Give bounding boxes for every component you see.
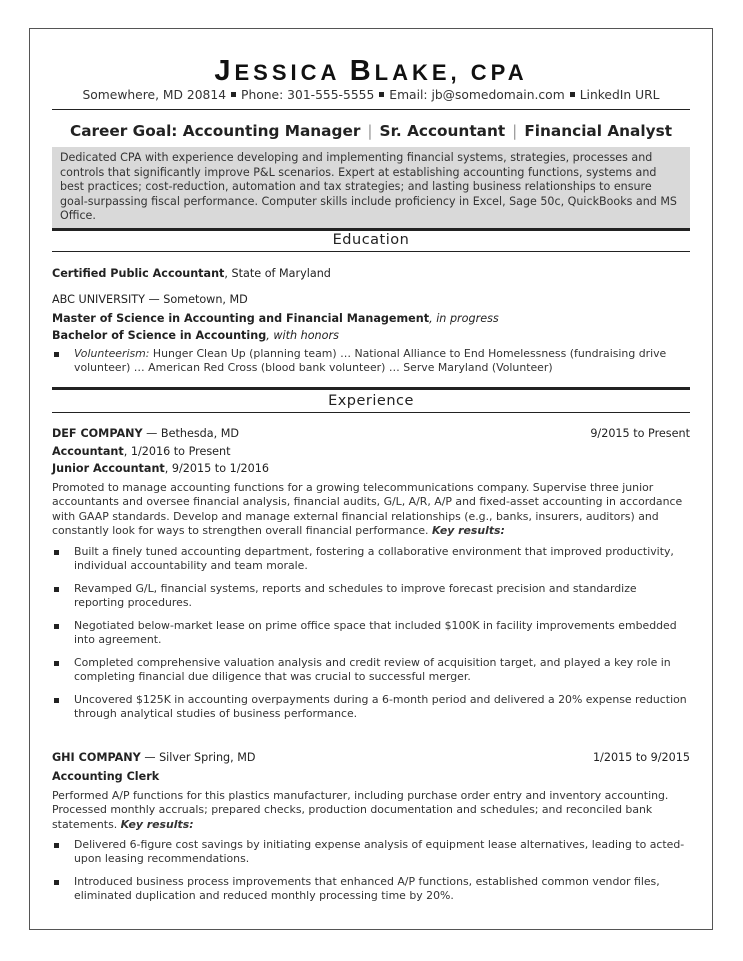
header-divider xyxy=(52,109,690,110)
job-role: Accountant, 1/2016 to Present xyxy=(52,445,231,458)
section-title-experience: Experience xyxy=(328,393,414,409)
bullet-square-icon xyxy=(231,92,236,97)
result-bullet: Revamped G/L, financial systems, reports and schedules to improve forecast precision and standardize reporting procedures. xyxy=(52,582,690,610)
job-description: Promoted to manage accounting functions for a growing telecommunications company. Supervise three junior accountants and oversee financial analysis, financial audits, G/L, A/R, A/P and fixed-asset accounting in accordance with GAAP standards. Develop and manage external financial relationships (e.g., banks, insurers, auditors) and constantly look for ways to strengthen overall financial performance. Key results: xyxy=(52,481,683,538)
contact-line xyxy=(52,88,690,102)
result-bullet: Built a finely tuned accounting department, fostering a collaborative environment that improved productivity, individual accountability and team morale. xyxy=(52,545,690,573)
job-role: Junior Accountant, 9/2015 to 1/2016 xyxy=(52,462,269,475)
bullet-square-icon xyxy=(54,624,59,629)
resume-page xyxy=(29,28,713,930)
section-rule-bottom xyxy=(52,412,690,413)
job-dates: 9/2015 to Present xyxy=(590,427,690,440)
section-rule-top xyxy=(52,387,690,390)
contact-phone: Phone: 301-555-5555 xyxy=(241,88,375,102)
bullet-square-icon xyxy=(54,843,59,848)
contact-address: Somewhere, MD 20814 xyxy=(82,88,227,102)
result-bullet: Uncovered $125K in accounting overpayments during a 6-month period and delivered a 20% expense reduction through analytical studies of business performance. xyxy=(52,693,690,721)
bullet-square-icon xyxy=(54,352,59,357)
result-bullet: Completed comprehensive valuation analysis and credit review of acquisition target, and played a key role in completing financial due diligence that was crucial to successful merger. xyxy=(52,656,690,684)
result-bullet: Negotiated below-market lease on prime office space that included $100K in facility improvements embedded into agreement. xyxy=(52,619,690,647)
job-role: Accounting Clerk xyxy=(52,770,160,783)
bullet-square-icon xyxy=(54,661,59,666)
certification: Certified Public Accountant, State of Maryland xyxy=(52,267,331,280)
contact-email: Email: jb@somedomain.com xyxy=(389,88,565,102)
volunteer-item: Volunteerism: Hunger Clean Up (planning team) … National Alliance to End Homelessness (fundraising drive volunteer) … American Red Cross (blood bank volunteer) … Serve Maryland (Volunteer) xyxy=(52,347,690,375)
bullet-square-icon xyxy=(54,698,59,703)
school: ABC UNIVERSITY — Sometown, MD xyxy=(52,293,248,306)
job-description: Performed A/P functions for this plastics manufacturer, including purchase order entry and inventory accounting. Processed monthly accruals; prepared checks, production documentation and schedules; and reconciled bank statements. Key results: xyxy=(52,789,669,831)
bullet-square-icon xyxy=(379,92,384,97)
job-company: DEF COMPANY — Bethesda, MD xyxy=(52,427,240,440)
bullet-square-icon xyxy=(54,587,59,592)
summary-box: Dedicated CPA with experience developing and implementing financial systems, strategies, processes and controls that significantly improve P&L scenarios. Expert at establishing accounting functions, systems and best practices; cost-reduction, automation and tax strategies; and lasting business relationships to ensure goal-surpassing fiscal performance. Computer skills include proficiency in Excel, Sage 50c, QuickBooks and MS Office. xyxy=(52,147,690,229)
bullet-square-icon xyxy=(570,92,575,97)
section-rule-top xyxy=(52,228,690,231)
result-bullet: Delivered 6-figure cost savings by initiating expense analysis of equipment lease alternatives, leading to acted-upon leasing recommendations. xyxy=(52,838,690,866)
career-goal: Career Goal: Accounting Manager | Sr. Accountant | Financial Analyst xyxy=(69,122,673,140)
section-title-education: Education xyxy=(332,232,410,248)
candidate-name: JESSICA BLAKE, CPA xyxy=(214,55,528,87)
result-bullet: Introduced business process improvements that enhanced A/P functions, established common vendor files, eliminated duplication and reduced monthly processing time by 20%. xyxy=(52,875,690,903)
section-rule-bottom xyxy=(52,251,690,252)
contact-linkedin: LinkedIn URL xyxy=(579,88,660,102)
job-dates: 1/2015 to 9/2015 xyxy=(592,751,690,764)
degree-master: Master of Science in Accounting and Financial Management, in progress xyxy=(52,312,499,325)
job-company: GHI COMPANY — Silver Spring, MD xyxy=(52,751,256,764)
degree-bachelor: Bachelor of Science in Accounting, with honors xyxy=(52,329,339,342)
bullet-square-icon xyxy=(54,880,59,885)
bullet-square-icon xyxy=(54,550,59,555)
